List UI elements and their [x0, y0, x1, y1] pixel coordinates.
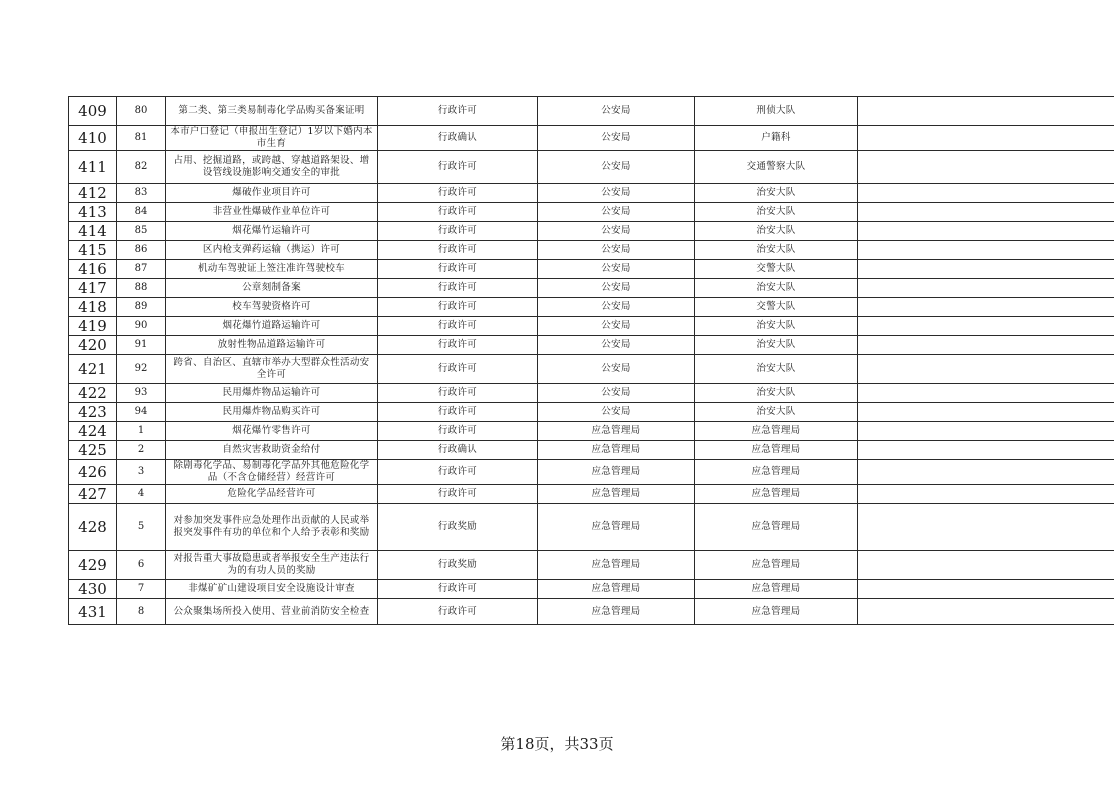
item-type: 行政许可	[378, 184, 538, 203]
row-seq-number: 89	[117, 298, 166, 317]
row-seq-number: 8	[117, 599, 166, 625]
item-name: 第二类、第三类易制毒化学品购买备案证明	[166, 97, 378, 126]
item-name: 民用爆炸物品购买许可	[166, 403, 378, 422]
responsible-department: 应急管理局	[538, 460, 695, 485]
table-row	[69, 580, 1114, 599]
item-type: 行政确认	[378, 441, 538, 460]
responsible-department: 公安局	[538, 260, 695, 279]
item-name: 除剧毒化学品、易制毒化学品外其他危险化学品（不含仓储经营）经营许可	[166, 460, 378, 485]
responsible-department: 公安局	[538, 203, 695, 222]
row-index: 412	[69, 184, 117, 203]
row-index: 429	[69, 551, 117, 580]
responsible-department: 应急管理局	[538, 441, 695, 460]
handling-unit: 应急管理局	[695, 551, 858, 580]
remarks-cell	[858, 298, 1114, 317]
remarks-cell	[858, 260, 1114, 279]
row-seq-number: 91	[117, 336, 166, 355]
item-type: 行政奖励	[378, 504, 538, 551]
row-index: 417	[69, 279, 117, 298]
responsible-department: 应急管理局	[538, 422, 695, 441]
item-type: 行政许可	[378, 260, 538, 279]
remarks-cell	[858, 279, 1114, 298]
row-seq-number: 93	[117, 384, 166, 403]
row-index: 427	[69, 485, 117, 504]
responsible-department: 公安局	[538, 384, 695, 403]
handling-unit: 应急管理局	[695, 441, 858, 460]
item-name: 对报告重大事故隐患或者举报安全生产违法行为的有功人员的奖励	[166, 551, 378, 580]
row-seq-number: 92	[117, 355, 166, 384]
row-seq-number: 88	[117, 279, 166, 298]
item-name: 烟花爆竹零售许可	[166, 422, 378, 441]
row-seq-number: 2	[117, 441, 166, 460]
table-row	[69, 422, 1114, 441]
remarks-cell	[858, 580, 1114, 599]
handling-unit: 应急管理局	[695, 580, 858, 599]
table-row	[69, 355, 1114, 384]
row-index: 422	[69, 384, 117, 403]
item-type: 行政许可	[378, 203, 538, 222]
responsible-department: 应急管理局	[538, 551, 695, 580]
row-index: 428	[69, 504, 117, 551]
item-name: 自然灾害救助资金给付	[166, 441, 378, 460]
responsible-department: 公安局	[538, 184, 695, 203]
responsible-department: 应急管理局	[538, 580, 695, 599]
handling-unit: 应急管理局	[695, 504, 858, 551]
table-row	[69, 151, 1114, 184]
remarks-cell	[858, 126, 1114, 151]
row-seq-number: 6	[117, 551, 166, 580]
table-row	[69, 260, 1114, 279]
table-row	[69, 384, 1114, 403]
table-body	[69, 97, 1114, 625]
handling-unit: 应急管理局	[695, 599, 858, 625]
item-type: 行政许可	[378, 403, 538, 422]
table-row	[69, 441, 1114, 460]
table-row	[69, 599, 1114, 625]
item-name: 公众聚集场所投入使用、营业前消防安全检查	[166, 599, 378, 625]
item-type: 行政许可	[378, 241, 538, 260]
handling-unit: 交警大队	[695, 260, 858, 279]
table-row	[69, 241, 1114, 260]
handling-unit: 应急管理局	[695, 485, 858, 504]
table-row	[69, 222, 1114, 241]
remarks-cell	[858, 241, 1114, 260]
row-seq-number: 83	[117, 184, 166, 203]
item-type: 行政许可	[378, 279, 538, 298]
table-row	[69, 317, 1114, 336]
row-seq-number: 80	[117, 97, 166, 126]
handling-unit: 治安大队	[695, 203, 858, 222]
table-row	[69, 279, 1114, 298]
item-type: 行政许可	[378, 336, 538, 355]
item-type: 行政许可	[378, 422, 538, 441]
handling-unit: 治安大队	[695, 279, 858, 298]
handling-unit: 刑侦大队	[695, 97, 858, 126]
row-seq-number: 5	[117, 504, 166, 551]
responsible-department: 公安局	[538, 241, 695, 260]
row-index: 416	[69, 260, 117, 279]
table-row	[69, 126, 1114, 151]
row-seq-number: 3	[117, 460, 166, 485]
remarks-cell	[858, 151, 1114, 184]
responsible-department: 应急管理局	[538, 599, 695, 625]
table-row	[69, 504, 1114, 551]
table-row	[69, 485, 1114, 504]
remarks-cell	[858, 203, 1114, 222]
table-row	[69, 184, 1114, 203]
remarks-cell	[858, 97, 1114, 126]
row-seq-number: 4	[117, 485, 166, 504]
item-type: 行政许可	[378, 460, 538, 485]
row-seq-number: 81	[117, 126, 166, 151]
item-name: 跨省、自治区、直辖市举办大型群众性活动安全许可	[166, 355, 378, 384]
handling-unit: 治安大队	[695, 222, 858, 241]
item-type: 行政许可	[378, 151, 538, 184]
row-index: 413	[69, 203, 117, 222]
handling-unit: 治安大队	[695, 317, 858, 336]
table-row	[69, 403, 1114, 422]
item-name: 放射性物品道路运输许可	[166, 336, 378, 355]
item-name: 烟花爆竹运输许可	[166, 222, 378, 241]
remarks-cell	[858, 551, 1114, 580]
handling-unit: 户籍科	[695, 126, 858, 151]
responsible-department: 公安局	[538, 355, 695, 384]
row-seq-number: 87	[117, 260, 166, 279]
handling-unit: 治安大队	[695, 355, 858, 384]
item-type: 行政许可	[378, 222, 538, 241]
table-row	[69, 298, 1114, 317]
row-seq-number: 84	[117, 203, 166, 222]
row-seq-number: 94	[117, 403, 166, 422]
remarks-cell	[858, 403, 1114, 422]
item-name: 民用爆炸物品运输许可	[166, 384, 378, 403]
remarks-cell	[858, 599, 1114, 625]
item-name: 烟花爆竹道路运输许可	[166, 317, 378, 336]
row-seq-number: 90	[117, 317, 166, 336]
remarks-cell	[858, 504, 1114, 551]
row-index: 409	[69, 97, 117, 126]
remarks-cell	[858, 184, 1114, 203]
row-index: 423	[69, 403, 117, 422]
row-seq-number: 85	[117, 222, 166, 241]
responsible-department: 公安局	[538, 126, 695, 151]
remarks-cell	[858, 355, 1114, 384]
row-seq-number: 1	[117, 422, 166, 441]
row-index: 410	[69, 126, 117, 151]
page-number: 第18页，共33页	[500, 735, 614, 753]
table-row	[69, 203, 1114, 222]
row-seq-number: 82	[117, 151, 166, 184]
item-type: 行政许可	[378, 97, 538, 126]
item-type: 行政许可	[378, 355, 538, 384]
remarks-cell	[858, 485, 1114, 504]
handling-unit: 应急管理局	[695, 460, 858, 485]
remarks-cell	[858, 222, 1114, 241]
table-row	[69, 551, 1114, 580]
row-index: 424	[69, 422, 117, 441]
handling-unit: 治安大队	[695, 384, 858, 403]
remarks-cell	[858, 422, 1114, 441]
responsible-department: 公安局	[538, 97, 695, 126]
item-type: 行政奖励	[378, 551, 538, 580]
responsible-department: 应急管理局	[538, 504, 695, 551]
item-name: 区内枪支弹药运输（携运）许可	[166, 241, 378, 260]
responsible-department: 公安局	[538, 151, 695, 184]
row-index: 411	[69, 151, 117, 184]
handling-unit: 治安大队	[695, 184, 858, 203]
table-row	[69, 97, 1114, 126]
row-index: 425	[69, 441, 117, 460]
remarks-cell	[858, 460, 1114, 485]
item-name: 机动车驾驶证上签注准许驾驶校车	[166, 260, 378, 279]
item-name: 本市户口登记（申报出生登记）1岁以下婚内本市生育	[166, 126, 378, 151]
row-index: 420	[69, 336, 117, 355]
item-name: 对参加突发事件应急处理作出贡献的人民或举报突发事件有功的单位和个人给予表彰和奖励	[166, 504, 378, 551]
item-list-table	[68, 96, 1114, 625]
row-index: 419	[69, 317, 117, 336]
row-index: 414	[69, 222, 117, 241]
item-type: 行政许可	[378, 485, 538, 504]
remarks-cell	[858, 317, 1114, 336]
remarks-cell	[858, 384, 1114, 403]
responsible-department: 公安局	[538, 222, 695, 241]
row-index: 431	[69, 599, 117, 625]
row-index: 421	[69, 355, 117, 384]
row-index: 426	[69, 460, 117, 485]
handling-unit: 交通警察大队	[695, 151, 858, 184]
item-name: 非营业性爆破作业单位许可	[166, 203, 378, 222]
remarks-cell	[858, 336, 1114, 355]
handling-unit: 治安大队	[695, 336, 858, 355]
responsible-department: 应急管理局	[538, 485, 695, 504]
item-type: 行政许可	[378, 580, 538, 599]
item-type: 行政许可	[378, 298, 538, 317]
handling-unit: 应急管理局	[695, 422, 858, 441]
item-type: 行政确认	[378, 126, 538, 151]
item-type: 行政许可	[378, 384, 538, 403]
item-name: 占用、挖掘道路，或跨越、穿越道路架设、增设管线设施影响交通安全的审批	[166, 151, 378, 184]
item-name: 爆破作业项目许可	[166, 184, 378, 203]
row-index: 430	[69, 580, 117, 599]
item-name: 危险化学品经营许可	[166, 485, 378, 504]
handling-unit: 治安大队	[695, 241, 858, 260]
row-seq-number: 86	[117, 241, 166, 260]
remarks-cell	[858, 441, 1114, 460]
responsible-department: 公安局	[538, 279, 695, 298]
item-type: 行政许可	[378, 317, 538, 336]
item-name: 非煤矿矿山建设项目安全设施设计审查	[166, 580, 378, 599]
item-name: 校车驾驶资格许可	[166, 298, 378, 317]
responsible-department: 公安局	[538, 336, 695, 355]
responsible-department: 公安局	[538, 403, 695, 422]
item-type: 行政许可	[378, 599, 538, 625]
row-seq-number: 7	[117, 580, 166, 599]
handling-unit: 交警大队	[695, 298, 858, 317]
item-name: 公章刻制备案	[166, 279, 378, 298]
responsible-department: 公安局	[538, 298, 695, 317]
table-row	[69, 336, 1114, 355]
handling-unit: 治安大队	[695, 403, 858, 422]
table-row	[69, 460, 1114, 485]
responsible-department: 公安局	[538, 317, 695, 336]
row-index: 418	[69, 298, 117, 317]
row-index: 415	[69, 241, 117, 260]
